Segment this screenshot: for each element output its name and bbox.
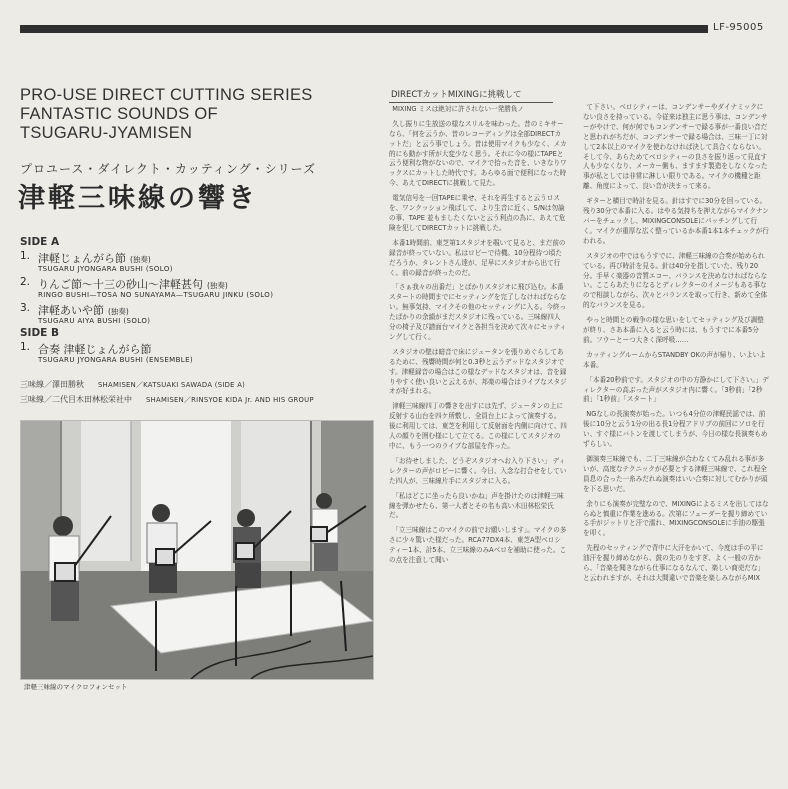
credit-en: SHAMISEN／KATSUAKI SAWADA (SIDE A): [98, 381, 246, 389]
series-title-english: [20, 86, 370, 143]
session-photo: [20, 420, 374, 680]
liner-paragraph: 電気信号を一回TAPEに乗せ、それを再生すると云うロスを、ワンクッション飛ばして、より生音に近く、S/Nは勿論の事、TAPE 並もましたくないと云う利点の為に、あえて危険を犯してDIRECTカットに挑戦した。: [389, 194, 566, 232]
track-number: 3.: [20, 302, 31, 314]
album-title: 津軽三味線の響き: [18, 183, 258, 214]
liner-paragraph: NGなしの長演奏が始った。いつも4分位の津軽民謡では、前後に10分と云う1分の出る長1分程アドリブの前回にソロを行い、すぐ様にバトンを渡してしまうが、今日の様な長演奏もめずらしい。: [583, 410, 768, 449]
credit-line: [20, 394, 314, 405]
liner-paragraph: 本番1時間前、東芝第1スタジオを覗いて見ると、まだ前の録音が終っていない。私はロビーで待機。10分程待つ頃ただろうか、タレントさん達が、足早にスタジオから出て行く。前の録音が終ったのだ。: [389, 238, 566, 277]
track-title-en: TSUGARU JYONGARA BUSHI (SOLO): [38, 265, 173, 273]
liner-paragraph: 「お待せしました、どうぞスタジオへお入り下さい」 ディレクターの声がロビーに響く。今日、入念な打合せをしていた四人が、三味線片手にスタジオに入る。: [389, 456, 567, 485]
session-photo-image: [21, 421, 373, 679]
liner-paragraph: ギターと横目で時計を見る。針はすでに30分を回っている。残り30分で本番に入る。はやる気持ちを押えながらマイクナンバーをチェックし、MIXINGCONSOLEにパッチングして行く。マイクが重厚な広く整っているか本番1本1本チェックが行われる。: [583, 197, 769, 245]
track-number: 1.: [20, 341, 31, 353]
liner-paragraph: 「本番20秒前です。スタジオの中の方静かにして下さい。」ディレクターの高ぶった声がスタジオ内に響く。「3秒前」「2秒前」「1秒前」「スタート」: [583, 375, 769, 404]
liner-notes-column-1: [389, 90, 567, 571]
track-number: 1.: [20, 250, 31, 262]
liner-paragraph: スタジオの中ではもうすでに、津軽三味線の合奏が始められている。再び時計を見る。針は40分を指していた、残り20分。手早く楽器の音質エコー、バランスを決めなければならない。ここらあたりになるとディレクターのイメージもある事なので相談しながら、次々とバランスを取って行き、新めて全体的なバランスを見る。: [583, 251, 768, 310]
liner-paragraph: 余りにも演奏が完璧なので、MIXINGによるミスを出してはならぬと慎重に作業を進める。次第にフェーダーを握り締めている手がジットリと汗で濡れ、MIXINGCONSOLEに手油の駆張を叩く。: [583, 499, 769, 538]
liner-paragraph: て下さい。ベロシティーは、コンデンサーやダイナミックにない良さを持っている。今従来は独主に思う事は、コンデンサーがやけで、何が何でもコンデンサーで録る事が一番良い音だと思われがちだが、コンデンサーで録る場合は、三味一丁に対して2本以上のマイクを使わなければ決して具合くならない。そして今、あらためてベロシティーの良さを振り返って見直す人も少なくなり、メーカー側も、ますます製造をしなくなった事が私としては非常に淋しい限りである。マイクの機種と距離、角度によって、良い音が決まって来る。: [583, 103, 768, 191]
credit-jp: 三味線／二代目木田林松栄社中: [20, 395, 132, 404]
liner-paragraph: カッティングルームからSTANDBY OKの声が帰り、いよいよ本番。: [583, 350, 766, 369]
series-title-line: TSUGARU-JYAMISEN: [20, 124, 193, 142]
track-title-jp: りんご節〜十三の砂山〜津軽甚句 (独奏): [38, 278, 228, 291]
series-title-line: FANTASTIC SOUNDS OF: [20, 105, 218, 123]
photo-caption: 津軽三味線のマイクロフォンセット: [24, 683, 128, 691]
liner-paragraph: スタジオの壁は暗音で床にジュータンを張りめぐらしてあるために、残響時間が何と0.3秒と云うデッドなスタジオです。津軽録音の場合はこの様なデッドなスタジオは、音を録りやすく使い良いと云えるが、邦楽の場合はライブなスタジオが好まれる。: [389, 347, 567, 396]
liner-paragraph: やっと時間との戦争の様な思いをしてセッティング及び調整が終り、さあ本番に入ると云う時には、もうすでに本番5分前。フウーとーつ大きく深呼吸……: [583, 316, 764, 344]
liner-notes-column-2: [583, 103, 769, 589]
track-note: (独奏): [130, 255, 151, 264]
track-number: 2.: [20, 276, 31, 288]
track-title-jp: 津軽じょんがら節 (独奏): [38, 252, 151, 265]
track-title-jp: 津軽あいや節 (独奏): [38, 304, 129, 317]
series-title-japanese: プロユース・ダイレクト・カッティング・シリーズ: [20, 162, 317, 176]
liner-paragraph: 久し振りに生放送の様なスリルを味わった。昔のミキサーなら、「何を云うか、昔のレコーディングは全部DIRECTカットだ」と云う事でしょう。昔は使用マイクも少なく、メカ的にも動かす所が大変少なく思う。それに今の様にTAPEと云う便利な物がないので、マイクで拾った音を、いきなりワックスにカットした時代です。あらゆる面で便利になった時今、あえてDIRECTに挑戦して見た。: [389, 119, 567, 188]
track-title-en: TSUGARU AIYA BUSHI (SOLO): [38, 317, 151, 325]
credit-jp: 三味線／澤田勝秋: [20, 380, 84, 389]
liner-paragraph: 先程のセッティングで背中に大汗をかいて、今度は手の平に油汗を握り締めながら、鼓の先のりをすぎ、よく一般の方から、「音楽を聞きながら仕事になるなんて、楽しい商売だな」と云われますが、それは大間違いで音楽を楽しみながらMIX: [583, 544, 765, 582]
header-bar: [20, 25, 708, 33]
liner-paragraph: MIXING ミスは絶対に許されない一発勝負ノ: [392, 104, 525, 113]
side-b-label: SIDE B: [20, 327, 60, 339]
catalog-number: LF-95005: [713, 22, 764, 33]
liner-paragraph: 「立三味線はこのマイクの前でお願いします」。マイクの多さに少々驚いた様だった。RCA77DX4本、東芝A型ベロシティー1本、計5本、立三味線のみAベロを補助に使った。この点を注意して聞い: [389, 526, 567, 565]
track-note: (独奏): [108, 307, 129, 316]
liner-paragraph: 津軽三味線四丁の響きを出すには先ず、ジュータンの上に反射する山台を四ケ所敷し、全員台上によって演奏する。後に利用しては、東芝を利用して反射面を内側に向けて、四人の顔りを囲む様にして立てる。この様にしてスタジオの中に、もう一つのライブな部屋を作った。: [389, 402, 567, 450]
liner-paragraph: 「私はどこに坐ったら良いかね」声を掛けたのは津軽三味線を弾かせたら、第一人者とその名も高い木田林松栄氏だ。: [389, 491, 564, 520]
credit-en: SHAMISEN／RINSYOE KIDA Jr. AND HIS GROUP: [146, 396, 314, 404]
series-title-line: PRO-USE DIRECT CUTTING SERIES: [20, 86, 313, 104]
track-title-en: TSUGARU JYONGARA BUSHI (ENSEMBLE): [38, 356, 194, 364]
liner-paragraph: 御演奏三味線でも、二丁三味線が合わなくてみ乱れる事が多いが、高度なテクニックが必要とする津軽三味線で、これ程全員息の合った一糸みだれぬ演奏はいい合奏に対してむかりが頭を下る思いだ。: [583, 455, 768, 493]
credit-line: [20, 379, 245, 390]
track-title-jp: 合奏 津軽じょんがら節: [38, 343, 152, 356]
liner-paragraph: 「さぁ我々の出番だ」とばかりスタジオに飛び込む。本番スタートの時間までにセッティングを完了しなければならない。無事気持、マイクその他のセッティングに入る。今終ったばかりの余韻がまだスタジオに残っている。三味線四人分の椅子及び譜面台マイクと各担当を決めて次々にセッティングして行く。: [389, 283, 567, 341]
track-title-en: RINGO BUSHI—TOSA NO SUNAYAMA—TSUGARU JINKU (SOLO): [38, 291, 274, 299]
liner-notes-heading: DIRECTカットMIXINGに挑戦して: [389, 90, 553, 103]
side-a-label: SIDE A: [20, 236, 60, 248]
track-note: (独奏): [207, 281, 228, 290]
